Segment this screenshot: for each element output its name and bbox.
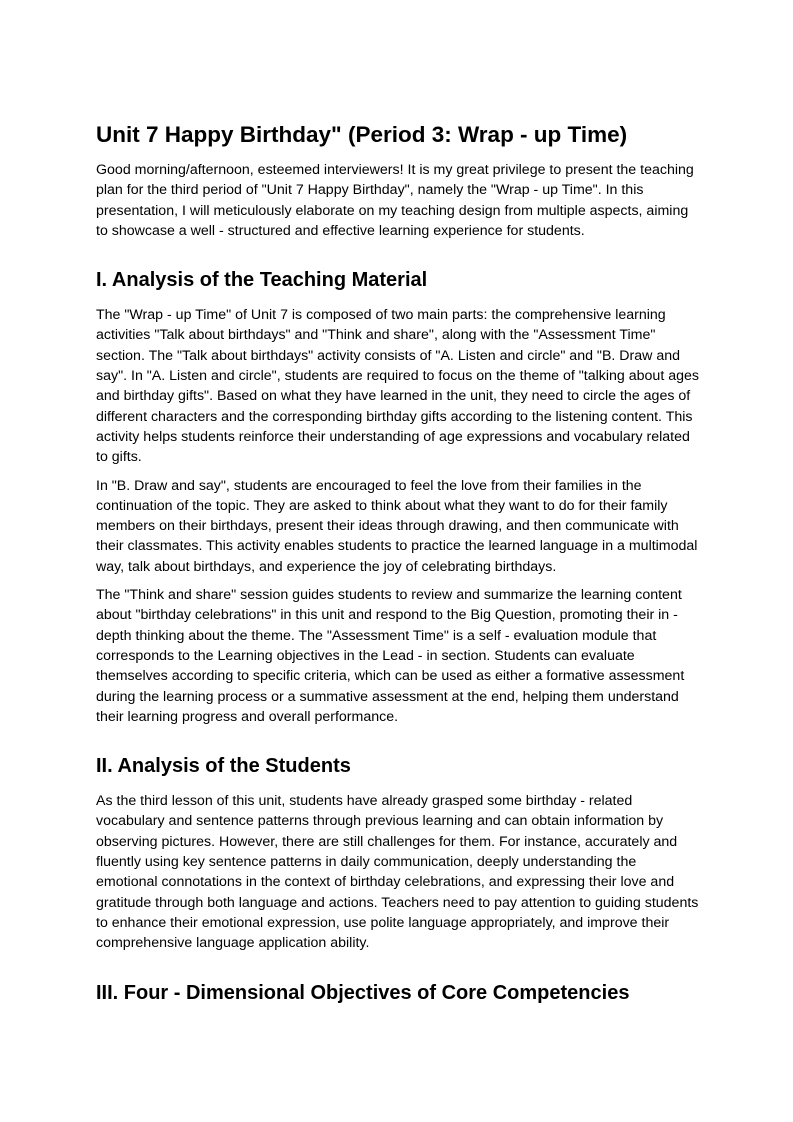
document-page	[96, 118, 700, 1018]
teaching-material-paragraph-3: The "Think and share" session guides students to review and summarize the learning content about "birthday celebrations" in this unit and respond to the Big Question, promoting their in - depth thinking about the theme. The "Assessment Time" is a self - evaluation module that corresponds to the Learning objectives in the Lead - in section. Students can evaluate themselves according to specific criteria, which can be used as either a formative assessment during the learning process or a summative assessment at the end, helping them understand their learning progress and overall performance.	[96, 587, 685, 725]
intro-paragraph: Good morning/afternoon, esteemed interviewers! It is my great privilege to present the teaching plan for the third period of "Unit 7 Happy Birthday", namely the "Wrap - up Time". In this presentation, I will meticulously elaborate on my teaching design from multiple aspects, aiming to showcase a well - structured and effective learning experience for students.	[96, 162, 694, 239]
teaching-material-paragraph-1: The "Wrap - up Time" of Unit 7 is composed of two main parts: the comprehensive learning activities "Talk about birthdays" and "Think and share", along with the "Assessment Time" section. The "Talk about birthdays" activity consists of "A. Listen and circle" and "B. Draw and say". In "A. Listen and circle", students are required to focus on the theme of "talking about ages and birthday gifts". Based on what they have learned in the unit, they need to circle the ages of different characters and the corresponding birthday gifts according to the listening content. This activity helps students reinforce their understanding of age expressions and vocabulary related to gifts.	[96, 307, 699, 466]
students-paragraph-1: As the third lesson of this unit, students have already grasped some birthday - related vocabulary and sentence patterns through previous learning and can obtain information by observing pictures. However, there are still challenges for them. For instance, accurately and fluently using key sentence patterns in daily communication, deeply understanding the emotional connotations in the context of birthday celebrations, and expressing their love and gratitude through both language and actions. Teachers need to pay attention to guiding students to enhance their emotional expression, use polite language appropriately, and improve their comprehensive language application ability.	[96, 793, 699, 952]
section-heading-objectives: III. Four - Dimensional Objectives of Core Competencies	[96, 981, 630, 1004]
document-title: Unit 7 Happy Birthday" (Period 3: Wrap - up Time)	[96, 122, 628, 147]
teaching-material-paragraph-2: In "B. Draw and say", students are encouraged to feel the love from their families in the continuation of the topic. They are asked to think about what they want to do for their family members on their birthdays, present their ideas through drawing, and then communicate with their classmates. This activity enables students to practice the learned language in a multimodal way, talk about birthdays, and experience the joy of celebrating birthdays.	[96, 477, 698, 575]
section-heading-teaching-material: I. Analysis of the Teaching Material	[96, 269, 428, 292]
section-heading-students: II. Analysis of the Students	[96, 755, 351, 778]
